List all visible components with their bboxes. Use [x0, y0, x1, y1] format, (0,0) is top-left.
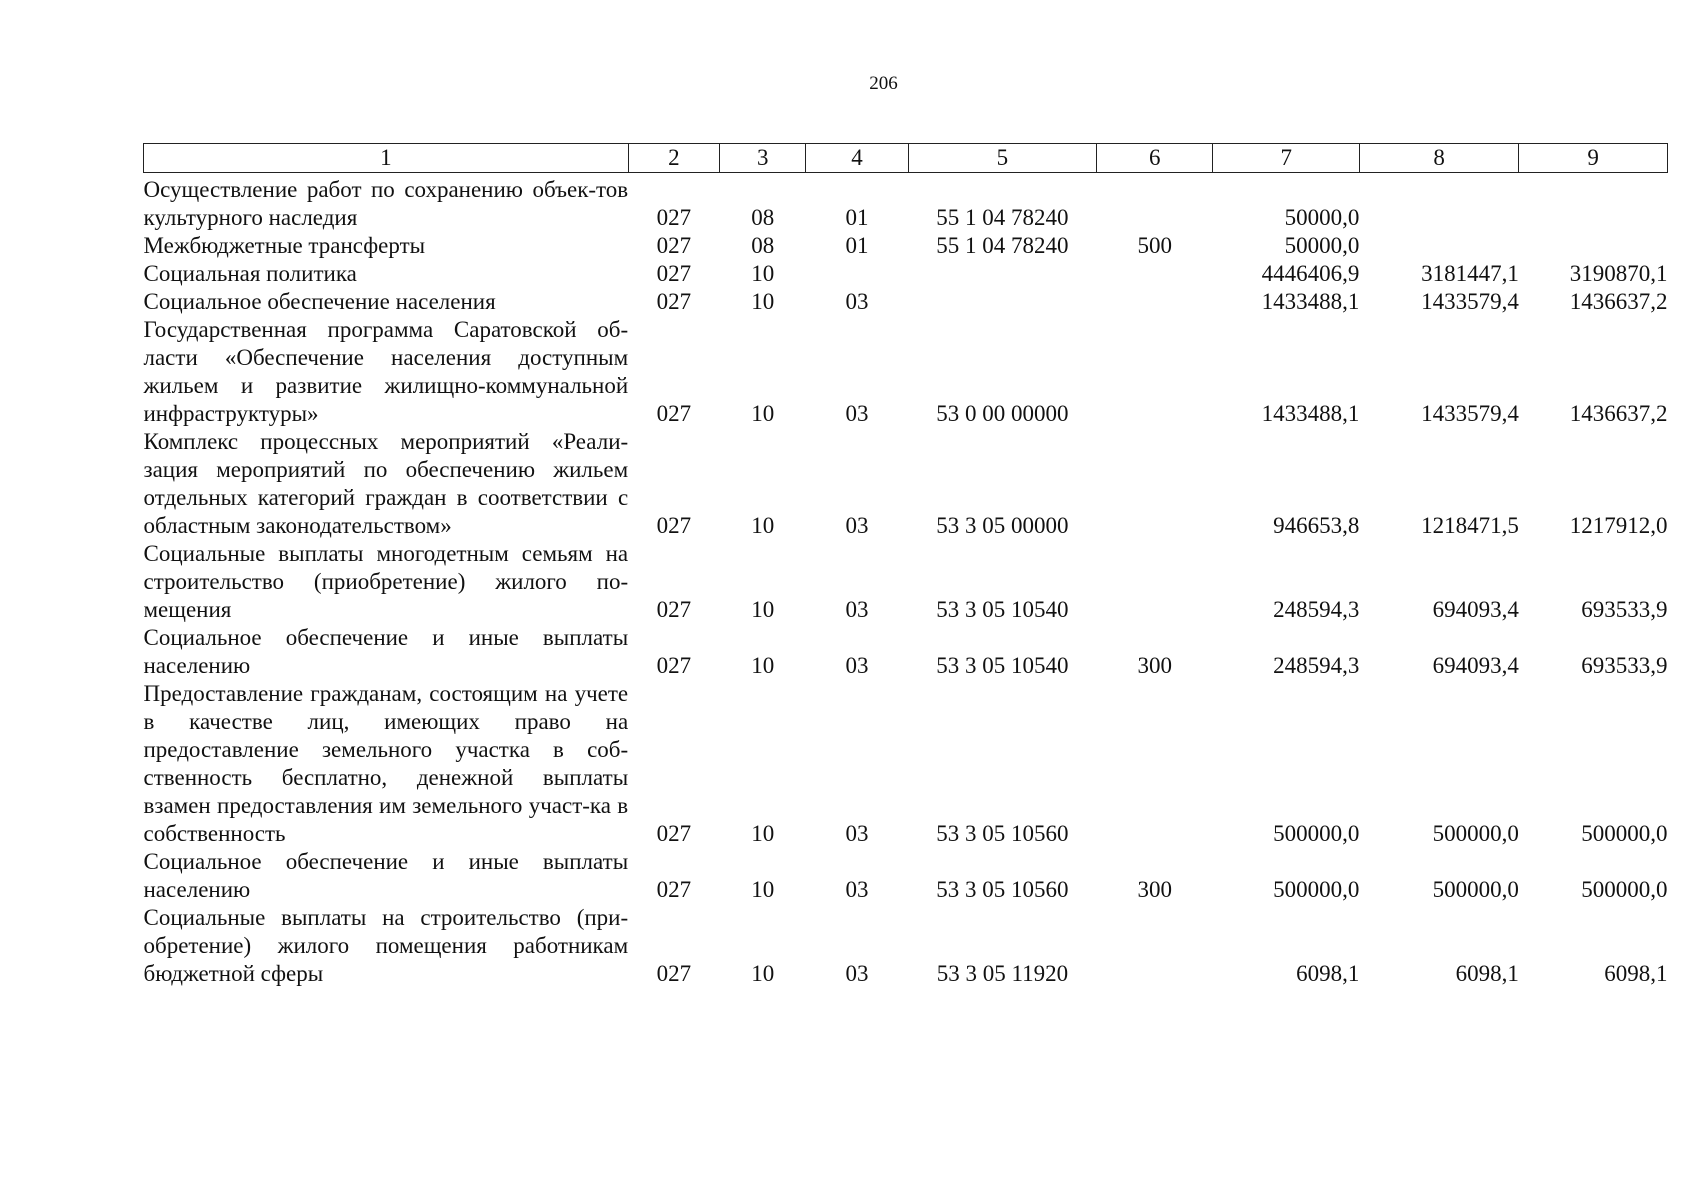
cell-col-5: 53 3 05 00000 [936, 513, 1069, 538]
cell-col-7: 946653,8 [1273, 513, 1360, 538]
table-row [144, 176, 1668, 232]
cell-col-5: 53 3 05 11920 [936, 961, 1069, 986]
table-row [144, 288, 1668, 316]
cell-col-3: 10 [751, 653, 775, 678]
cell-col-4: 03 [845, 961, 869, 986]
cell-col-2: 027 [656, 261, 692, 286]
row-name: Социальное обеспечение и иные выплаты населению [143, 625, 629, 678]
cell-col-5: 55 1 04 78240 [936, 233, 1069, 258]
cell-col-3: 10 [751, 513, 775, 538]
cell-col-6: 300 [1137, 877, 1173, 902]
cell-col-8: 694093,4 [1432, 597, 1519, 622]
cell-col-5: 53 3 05 10540 [936, 653, 1069, 678]
cell-col-4: 03 [845, 289, 869, 314]
cell-col-4: 01 [845, 205, 869, 230]
cell-col-6 [1097, 904, 1213, 988]
cell-col-2: 027 [656, 289, 692, 314]
cell-col-6 [1097, 176, 1213, 232]
cell-col-2: 027 [656, 205, 692, 230]
cell-col-3: 08 [751, 233, 775, 258]
header-col-1: 1 [144, 144, 629, 173]
cell-col-8: 694093,4 [1432, 653, 1519, 678]
row-name: Государственная программа Саратовской об-ласти «Обеспечение населения доступным жильем и развитие жилищно-коммунальной инфраструктуры» [143, 317, 629, 426]
cell-col-9: 500000,0 [1581, 821, 1668, 846]
cell-col-6: 500 [1137, 233, 1173, 258]
budget-table [143, 143, 1668, 988]
cell-col-8: 6098,1 [1455, 961, 1519, 986]
cell-col-9: 3190870,1 [1569, 261, 1668, 286]
cell-col-2: 027 [656, 653, 692, 678]
row-name: Осуществление работ по сохранению объек-тов культурного наследия [143, 177, 629, 230]
cell-col-7: 500000,0 [1273, 821, 1360, 846]
cell-col-6 [1097, 316, 1213, 428]
cell-col-3: 10 [751, 961, 775, 986]
cell-col-7: 50000,0 [1284, 233, 1360, 258]
cell-col-4: 03 [845, 877, 869, 902]
cell-col-5: 53 3 05 10560 [936, 877, 1069, 902]
header-col-3: 3 [720, 144, 806, 173]
cell-col-8 [1359, 232, 1518, 260]
cell-col-3: 10 [751, 597, 775, 622]
cell-col-8: 1218471,5 [1421, 513, 1519, 538]
cell-col-7: 4446406,9 [1261, 261, 1360, 286]
cell-col-7: 500000,0 [1273, 877, 1360, 902]
row-name: Социальная политика [143, 261, 357, 286]
cell-col-9: 6098,1 [1604, 961, 1668, 986]
cell-col-2: 027 [656, 877, 692, 902]
cell-col-3: 08 [751, 205, 775, 230]
header-col-7: 7 [1213, 144, 1359, 173]
cell-col-7: 1433488,1 [1261, 289, 1360, 314]
row-name: Социальные выплаты многодетным семьям на строительство (приобретение) жилого по-мещения [143, 541, 629, 622]
cell-col-6 [1097, 288, 1213, 316]
cell-col-6 [1097, 540, 1213, 624]
cell-col-9: 1436637,2 [1569, 401, 1668, 426]
cell-col-4: 03 [845, 653, 869, 678]
cell-col-5: 53 3 05 10560 [936, 821, 1069, 846]
cell-col-8 [1359, 176, 1518, 232]
table-row [144, 316, 1668, 428]
cell-col-9 [1519, 232, 1668, 260]
cell-col-2: 027 [656, 597, 692, 622]
header-col-6: 6 [1097, 144, 1213, 173]
cell-col-3: 10 [751, 877, 775, 902]
cell-col-7: 1433488,1 [1261, 401, 1360, 426]
cell-col-4: 03 [845, 513, 869, 538]
cell-col-7: 6098,1 [1296, 961, 1360, 986]
cell-col-5: 53 3 05 10540 [936, 597, 1069, 622]
page-number: 206 [869, 73, 898, 94]
cell-col-4: 01 [845, 233, 869, 258]
table-row [144, 428, 1668, 540]
cell-col-2: 027 [656, 401, 692, 426]
budget-table-body [144, 173, 1668, 989]
cell-col-5 [908, 260, 1096, 288]
cell-col-6 [1097, 260, 1213, 288]
cell-col-3: 10 [751, 401, 775, 426]
cell-col-8: 500000,0 [1432, 877, 1519, 902]
cell-col-9: 693533,9 [1581, 597, 1668, 622]
row-name: Социальные выплаты на строительство (при-обретение) жилого помещения работникам бюджетной сферы [143, 905, 629, 986]
row-name: Предоставление гражданам, состоящим на учете в качестве лиц, имеющих право на предоставление земельного участка в соб-ственность бесплатно, денежной выплаты взамен предоставления им земельного участ-ка в собственность [143, 681, 629, 846]
cell-col-3: 10 [751, 261, 775, 286]
cell-col-8: 1433579,4 [1421, 401, 1519, 426]
cell-col-5: 53 0 00 00000 [936, 401, 1069, 426]
cell-col-2: 027 [656, 233, 692, 258]
table-row [144, 680, 1668, 848]
cell-col-9: 693533,9 [1581, 653, 1668, 678]
cell-col-2: 027 [656, 961, 692, 986]
row-name: Межбюджетные трансферты [143, 233, 426, 258]
cell-col-8: 500000,0 [1432, 821, 1519, 846]
cell-col-7: 248594,3 [1273, 653, 1360, 678]
cell-col-9: 1436637,2 [1569, 289, 1668, 314]
row-name: Социальное обеспечение населения [143, 289, 496, 314]
row-name: Комплекс процессных мероприятий «Реали-зация мероприятий по обеспечению жильем отдельных категорий граждан в соответствии с областным законодательством» [143, 429, 629, 538]
cell-col-7: 248594,3 [1273, 597, 1360, 622]
table-row [144, 624, 1668, 680]
cell-col-4 [806, 260, 908, 288]
table-row [144, 540, 1668, 624]
cell-col-6: 300 [1137, 653, 1173, 678]
header-col-9: 9 [1519, 144, 1668, 173]
table-row [144, 848, 1668, 904]
cell-col-8: 1433579,4 [1421, 289, 1519, 314]
row-name: Социальное обеспечение и иные выплаты населению [143, 849, 629, 902]
cell-col-2: 027 [656, 513, 692, 538]
cell-col-9: 500000,0 [1581, 877, 1668, 902]
header-col-5: 5 [908, 144, 1096, 173]
table-row [144, 904, 1668, 988]
cell-col-6 [1097, 428, 1213, 540]
table-row [144, 232, 1668, 260]
cell-col-2: 027 [656, 821, 692, 846]
cell-col-5 [908, 288, 1096, 316]
column-number-header [144, 144, 1668, 173]
header-col-8: 8 [1359, 144, 1518, 173]
cell-col-6 [1097, 680, 1213, 848]
cell-col-3: 10 [751, 289, 775, 314]
header-col-4: 4 [806, 144, 908, 173]
cell-col-3: 10 [751, 821, 775, 846]
cell-col-4: 03 [845, 821, 869, 846]
cell-col-8: 3181447,1 [1421, 261, 1519, 286]
cell-col-5: 55 1 04 78240 [936, 205, 1069, 230]
cell-col-7: 50000,0 [1284, 205, 1360, 230]
cell-col-4: 03 [845, 597, 869, 622]
cell-col-9: 1217912,0 [1569, 513, 1668, 538]
table-row [144, 260, 1668, 288]
cell-col-9 [1519, 176, 1668, 232]
header-col-2: 2 [628, 144, 720, 173]
cell-col-4: 03 [845, 401, 869, 426]
